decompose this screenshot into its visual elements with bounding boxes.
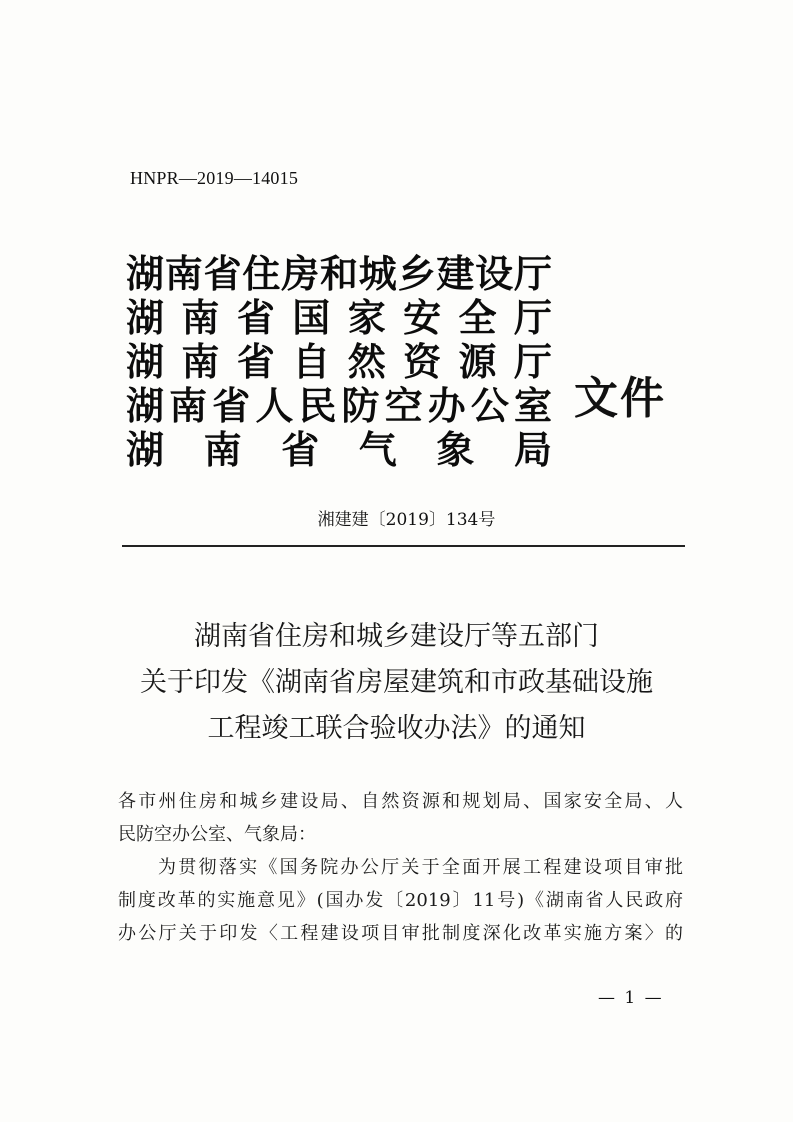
issuer-meteorological-bureau: 湖南省气象局 (126, 428, 552, 472)
document-code: HNPR—2019—14015 (130, 168, 299, 188)
issuer-state-security-department: 湖南省国家安全厅 (126, 296, 552, 340)
addressee-line: 民防空办公室、气象局： (118, 824, 316, 845)
issuer-civil-air-defense-office: 湖南省人民防空办公室 (126, 384, 552, 428)
title-line: 湖南省住房和城乡建设厅等五部门 (194, 621, 599, 652)
body-line: 办公厅关于印发〈工程建设项目审批制度深化改革实施方案〉的 (118, 923, 683, 944)
document-suffix: 文件 (574, 373, 666, 424)
issuer-housing-department: 湖南省住房和城乡建设厅 (126, 252, 552, 296)
page-number: — 1 — (598, 988, 664, 1008)
document-number: 湘建建〔2019〕134号 (317, 510, 496, 530)
title-line: 关于印发《湖南省房屋建筑和市政基础设施 (140, 667, 653, 698)
issuing-departments (126, 252, 552, 472)
document-title (0, 614, 793, 752)
header-divider (122, 545, 685, 547)
title-line: 工程竣工联合验收办法》的通知 (207, 713, 586, 744)
body-line: 制度改革的实施意见》(国办发〔2019〕11号)《湖南省人民政府 (118, 890, 683, 911)
document-body (118, 785, 683, 950)
issuer-natural-resources-department: 湖南省自然资源厅 (126, 340, 552, 384)
body-line: 为贯彻落实《国务院办公厅关于全面开展工程建设项目审批 (158, 857, 683, 878)
addressee-line: 各市州住房和城乡建设局、自然资源和规划局、国家安全局、人 (118, 791, 683, 812)
